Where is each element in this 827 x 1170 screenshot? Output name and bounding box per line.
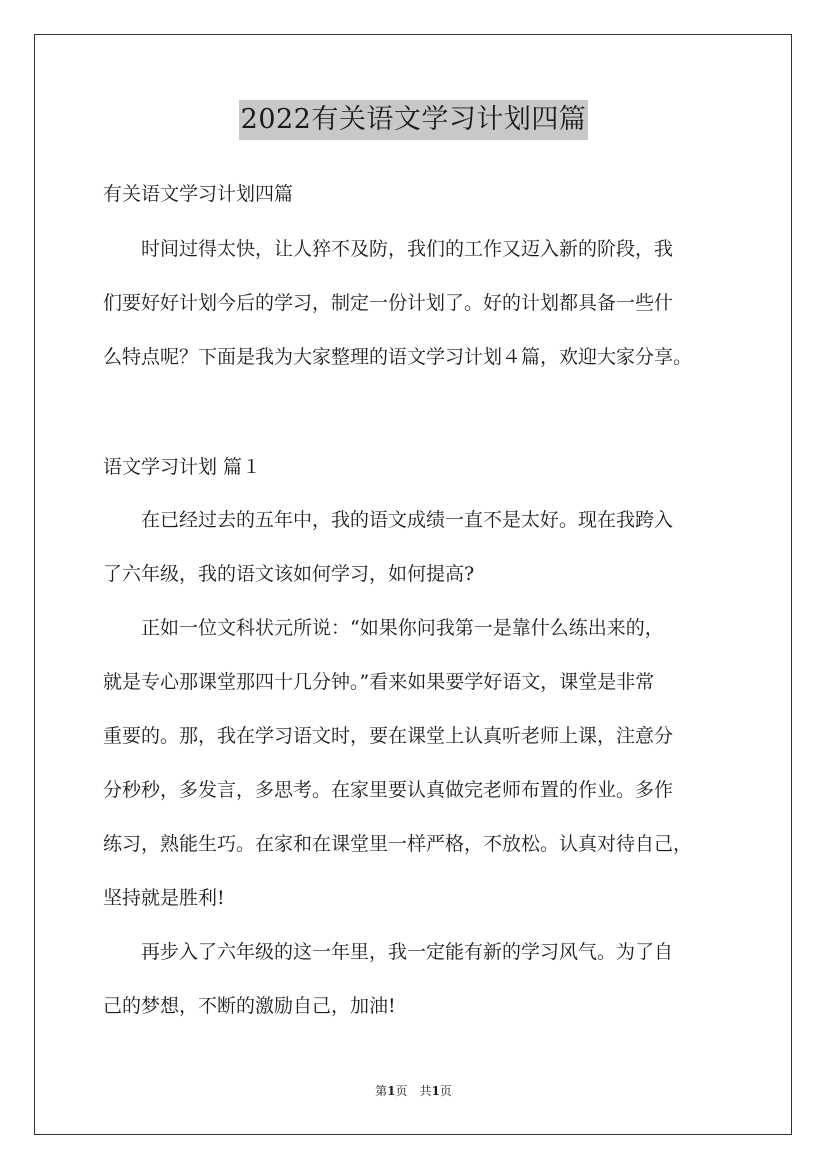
intro-line-2: 们要好好计划今后的学习，制定一份计划了。好的计划都具备一些什 — [103, 292, 674, 314]
body-line-7: 练习，熟能生巧。在家和在课堂里一样严格，不放松。认真对待自己， — [103, 833, 693, 855]
footer-total-pages: 1 — [431, 1084, 440, 1098]
body-line-3: 正如一位文科状元所说：“如果你问我第一是靠什么练出来的， — [103, 617, 664, 639]
body-line-10: 己的梦想，不断的激励自己，加油! — [103, 995, 396, 1017]
intro-line-3: 么特点呢？下面是我为大家整理的语文学习计划４篇，欢迎大家分享。 — [103, 346, 693, 368]
document-title: 2022有关语文学习计划四篇 — [239, 100, 589, 140]
body-line-9: 再步入了六年级的这一年里，我一定能有新的学习风气。为了自 — [103, 941, 674, 963]
body-line-8: 坚持就是胜利! — [103, 887, 225, 909]
body-line-5: 重要的。那，我在学习语文时，要在课堂上认真听老师上课，注意分 — [103, 725, 674, 747]
footer-post: 页 — [439, 1084, 452, 1098]
body-line-6: 分秒秒，多发言，多思考。在家里要认真做完老师布置的作业。多作 — [103, 779, 674, 801]
subtitle: 有关语文学习计划四篇 — [103, 183, 294, 205]
title-container — [0, 100, 827, 140]
body-line-4: 就是专心那课堂那四十几分钟。”看来如果要学好语文，课堂是非常 — [103, 671, 655, 693]
section-heading: 语文学习计划 篇１ — [103, 456, 262, 478]
footer-page-number: 1 — [387, 1084, 396, 1098]
intro-line-1: 时间过得太快，让人猝不及防，我们的工作又迈入新的阶段，我 — [103, 238, 674, 260]
page-footer — [0, 1083, 827, 1099]
footer-pre: 第 — [375, 1084, 388, 1098]
body-line-2: 了六年级，我的语文该如何学习，如何提高? — [103, 563, 475, 585]
footer-mid: 页 共 — [395, 1084, 432, 1098]
body-line-1: 在已经过去的五年中，我的语文成绩一直不是太好。现在我跨入 — [103, 509, 674, 531]
